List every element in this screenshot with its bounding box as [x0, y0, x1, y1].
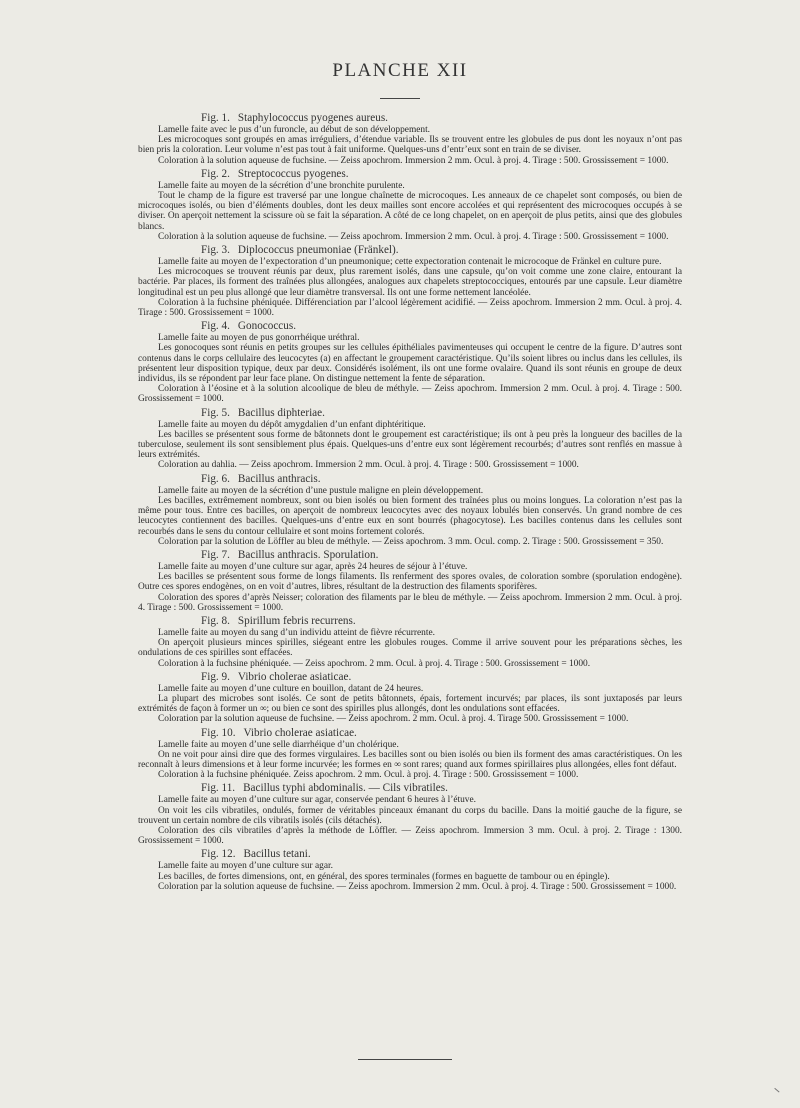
figure-heading — [138, 727, 682, 740]
figure-section — [138, 407, 682, 471]
figure-heading — [138, 782, 682, 795]
figure-title: Spirillum febris recurrens. — [237, 614, 356, 627]
figure-number: Fig. 7. — [201, 548, 230, 561]
figure-number: Fig. 10. — [201, 726, 236, 739]
figure-paragraph: Les bacilles se présentent sous forme de longs filaments. Ils renferment des spores ovales, de coloration sombre (sporulation endogène). Outre ces spores endogènes, on en voit d’autres, libres, résultant de la destruction des filaments sporifères. — [138, 572, 682, 593]
plate-legend — [138, 111, 682, 894]
figure-section — [138, 473, 682, 547]
figure-paragraph: Lamelle faite au moyen de l’expectoration d’un pneumonique; cette expectoration contenait le microcoque de Fränkel en culture pure. — [158, 257, 662, 268]
figure-paragraph: Coloration à la fuchsine phéniquée. — Zeiss apochrom. 2 mm. Ocul. à proj. 4. Tirage : 500. Grossissement = 1000. — [158, 658, 591, 669]
figure-paragraph: Coloration des spores d’après Neisser; coloration des filaments par le bleu de méthyle. — Zeiss apochrom. Immersion 2 mm. Ocul. à proj. 4. Tirage : 500. Grossissement = 1000. — [138, 592, 682, 613]
figure-paragraph: Lamelle faite au moyen de pus gonorrhéique uréthral. — [158, 333, 360, 344]
figure-paragraph: Lamelle faite au moyen d’une culture sur agar. — [158, 861, 333, 872]
figure-paragraph: Tout le champ de la figure est traversé par une longue chaînette de microcoques. Les anneaux de ce chapelet sont composés, ou bien de microcoques isolés, ou bien d’éléments doubles, dont les deux mailles sont encore accolées et qui représentent des microcoques occupés à se diviser. On aperçoit nettement la scissure où se fait la séparation. A côté de ce long chapelet, on en aperçoit de plus petits, ainsi que des globules blancs. — [138, 191, 682, 232]
figure-heading — [138, 473, 682, 486]
figure-heading — [138, 244, 682, 257]
figure-number: Fig. 9. — [201, 670, 230, 683]
figure-paragraph: Les gonocoques sont réunis en petits groupes sur les cellules épithéliales pavimenteuses qui occupent le centre de la figure. D’autres sont contenus dans le corps cellulaire des leucocytes (a) en affectant le groupement caractéristique. Qu’ils soient libres ou inclus dans les cellules, ils présentent leur disposition typique, deux par deux. Considérés isolément, ils ont une forme ovalaire. Quand ils sont réunis en groupe de deux individus, ils se répondent par leur face plane. On distingue nettement la fente de séparation. — [138, 343, 682, 385]
figure-paragraph: Lamelle faite au moyen d’une selle diarrhéique d’un cholérique. — [158, 739, 399, 750]
figure-section — [138, 727, 682, 781]
figure-paragraph: Coloration à la fuchsine phéniquée. Différenciation par l’alcool légèrement acidifié. — Zeiss apochrom. Immersion 2 mm. Ocul. à proj. 4. Tirage : 500. Grossissement = 1000. — [138, 297, 682, 319]
figure-paragraph: On aperçoit plusieurs minces spirilles, siégeant entre les globules rouges. Comme il arrive souvent pour les préparations sèches, les ondulations de ces spirilles sont effacées. — [138, 638, 682, 659]
figure-section — [138, 848, 682, 892]
figure-number: Fig. 1. — [201, 112, 230, 124]
figure-title: Bacillus anthracis. Sporulation. — [237, 548, 379, 561]
figure-paragraph: Coloration à la fuchsine phéniquée. Zeiss apochrom. 2 mm. Ocul. à proj. 4. Tirage : 500. Grossissement = 1000. — [158, 770, 579, 781]
figure-number: Fig. 11. — [201, 782, 236, 795]
figure-title: Vibrio cholerae asiaticae. — [237, 670, 352, 683]
figure-paragraph: Lamelle faite au moyen de la sécrétion d’une bronchite purulente. — [158, 180, 405, 191]
figure-paragraph: Lamelle faite au moyen de la sécrétion d’une pustule maligne en plein développement. — [158, 485, 484, 496]
figure-number: Fig. 6. — [201, 472, 230, 485]
title-rule — [380, 98, 420, 99]
figure-title: Vibrio cholerae asiaticae. — [243, 726, 357, 739]
figure-paragraph: Les bacilles, de fortes dimensions, ont, en général, des spores terminales (formes en baguette de tambour ou en épingle). — [158, 871, 610, 882]
figure-paragraph: La plupart des microbes sont isolés. Ce sont de petits bâtonnets, épais, fortement incurvés; par places, ils sont juxtaposés par leurs extrémités de façon à former un ∞; ou bien ce sont des spirilles plus allongés, dont les ondulations sont effacées. — [138, 693, 682, 715]
figure-heading — [138, 671, 682, 684]
figure-paragraph: Les bacilles se présentent sous forme de bâtonnets dont le groupement est caractéristique; ils ont à peu près la longueur des bacilles de la tuberculose, seulement ils sont sensiblement plus épais. Quelques-uns d’entre eux sont légèrement recourbés; d’autres sont renflés en massue à leurs extrémités. — [138, 429, 682, 461]
figure-heading — [138, 112, 682, 125]
figure-number: Fig. 12. — [201, 848, 236, 861]
figure-paragraph: Coloration par la solution de Löffler au bleu de méthyle. — Zeiss apochrom. 3 mm. Ocul. comp. 2. Tirage : 500. Grossissement = 350. — [158, 536, 664, 547]
figure-section — [138, 671, 682, 725]
figure-paragraph: Lamelle faite au moyen d’une culture en bouillon, datant de 24 heures. — [158, 683, 424, 694]
figure-paragraph: Les bacilles, extrêmement nombreux, sont ou bien isolés ou bien forment des traînées plus ou moins longues. La coloration n’est pas la même pour tous. Entre ces bacilles, on aperçoit de nombreux leucocytes avec des noyaux lobulés bien conservés. Un grand nombre de ces leucocytes contiennent des bacilles. Quelques-uns d’entre eux en sont bourrés (phagocytose). Les bacilles contenus dans les cellules sont recourbés dans le sens du contour cellulaire et sont moins fortement colorés. — [138, 495, 682, 537]
figure-section — [138, 615, 682, 669]
figure-paragraph: Coloration à la solution aqueuse de fuchsine. — Zeiss apochrom. Immersion 2 mm. Ocul. à proj. 4. Tirage : 500. Grossissement = 1000. — [158, 155, 669, 166]
figure-section — [138, 112, 682, 166]
figure-number: Fig. 3. — [201, 244, 230, 257]
figure-number: Fig. 5. — [201, 406, 230, 419]
figure-heading — [138, 615, 682, 628]
figure-heading — [138, 320, 682, 333]
figure-paragraph: Coloration par la solution aqueuse de fuchsine. — Zeiss apochrom. Immersion 2 mm. Ocul. à proj. 4. Tirage : 500. Grossissement = 1000. — [158, 881, 677, 892]
figure-title: Diplococcus pneumoniae (Fränkel). — [237, 244, 399, 257]
figure-title: Streptococcus pyogenes. — [237, 167, 349, 180]
figure-heading — [138, 168, 682, 181]
corner-mark — [770, 1088, 779, 1097]
figure-number: Fig. 2. — [201, 167, 230, 180]
figure-section — [138, 549, 682, 613]
figure-section — [138, 320, 682, 404]
figure-title: Gonococcus. — [237, 320, 297, 333]
figure-paragraph: Lamelle faite au moyen d’une culture sur agar, après 24 heures de séjour à l’étuve. — [158, 561, 468, 572]
figure-paragraph: On voit les cils vibratiles, ondulés, former de véritables pinceaux émanant du corps du bacille. Dans la moitié gauche de la figure, se trouvent un certain nombre de cils vibratils isolés (cils détachés). — [138, 805, 682, 826]
figure-heading — [138, 848, 682, 861]
figure-section — [138, 244, 682, 318]
figure-paragraph: Lamelle faite avec le pus d’un furoncle, au début de son développement. — [158, 125, 431, 135]
figure-title: Staphylococcus pyogenes aureus. — [237, 112, 388, 124]
figure-title: Bacillus diphteriae. — [237, 406, 325, 419]
figure-paragraph: Lamelle faite au moyen d’une culture sur agar, conservée pendant 6 heures à l’étuve. — [158, 795, 476, 806]
figure-paragraph: Coloration à l’éosine et à la solution alcoolique de bleu de méthyle. — Zeiss apochrom. Immersion 2 mm. Ocul. à proj. 4. Tirage : 500. Grossissement = 1000. — [138, 384, 682, 405]
bottom-rule — [358, 1059, 452, 1060]
figure-title: Bacillus anthracis. — [237, 472, 321, 485]
figure-title: Bacillus tetani. — [243, 848, 311, 861]
figure-number: Fig. 8. — [201, 614, 230, 627]
figure-title: Bacillus typhi abdominalis. — Cils vibratiles. — [243, 782, 448, 795]
figure-section — [138, 168, 682, 242]
figure-paragraph: Les microcoques se trouvent réunis par deux, plus rarement isolés, dans une capsule, qu’on voit comme une zone claire, entourant la bactérie. Par places, ils forment des traînées plus allongées, analogues aux chapelets streptococciques, entourés par une capsule. Leur diamètre longitudinal est un peu plus allongé que leur diamètre transversal. Ils ont une forme nettement lancéolée. — [138, 267, 682, 298]
figure-paragraph: Lamelle faite au moyen du sang d’un individu atteint de fièvre récurrente. — [158, 627, 435, 638]
figure-section — [138, 782, 682, 846]
figure-heading — [138, 407, 682, 420]
page-title: PLANCHE XII — [332, 60, 468, 81]
figure-paragraph: Coloration des cils vibratiles d’après la méthode de Löffler. — Zeiss apochrom. Immersion 3 mm. Ocul. à proj. 2. Tirage : 1300. Grossissement = 1000. — [138, 825, 682, 847]
figure-paragraph: Coloration par la solution aqueuse de fuchsine. — Zeiss apochrom. 2 mm. Ocul. à proj. 4. Tirage 500. Grossissement = 1000. — [158, 714, 629, 725]
figure-paragraph: Coloration au dahlia. — Zeiss apochrom. Immersion 2 mm. Ocul. à proj. 4. Tirage : 500. Grossissement = 1000. — [158, 460, 579, 471]
figure-paragraph: Les microcoques sont groupés en amas irréguliers, d’étendue variable. Ils se trouvent entre les globules de pus dont les noyaux n’ont pas bien pris la coloration. Leur volume n’est pas tout à fait uniforme. Quelques-uns d’entr’eux sont en train de se diviser. — [138, 135, 682, 156]
figure-paragraph: Coloration à la solution aqueuse de fuchsine. — Zeiss apochrom. Immersion 2 mm. Ocul. à proj. 4. Tirage : 500. Grossissement = 1000. — [158, 231, 669, 242]
figure-paragraph: Lamelle faite au moyen du dépôt amygdalien d’un enfant diphtéritique. — [158, 419, 426, 430]
figure-heading — [138, 549, 682, 562]
figure-paragraph: On ne voit pour ainsi dire que des formes virgulaires. Les bacilles sont ou bien isolés ou bien ils forment des amas caractéristiques. On les reconnaît à leurs dimensions et à leur forme incurvée; les formes en ∞ sont rares; quand aux formes spirillaires plus allongées, elles font défaut. — [138, 749, 682, 770]
figure-number: Fig. 4. — [201, 320, 230, 333]
